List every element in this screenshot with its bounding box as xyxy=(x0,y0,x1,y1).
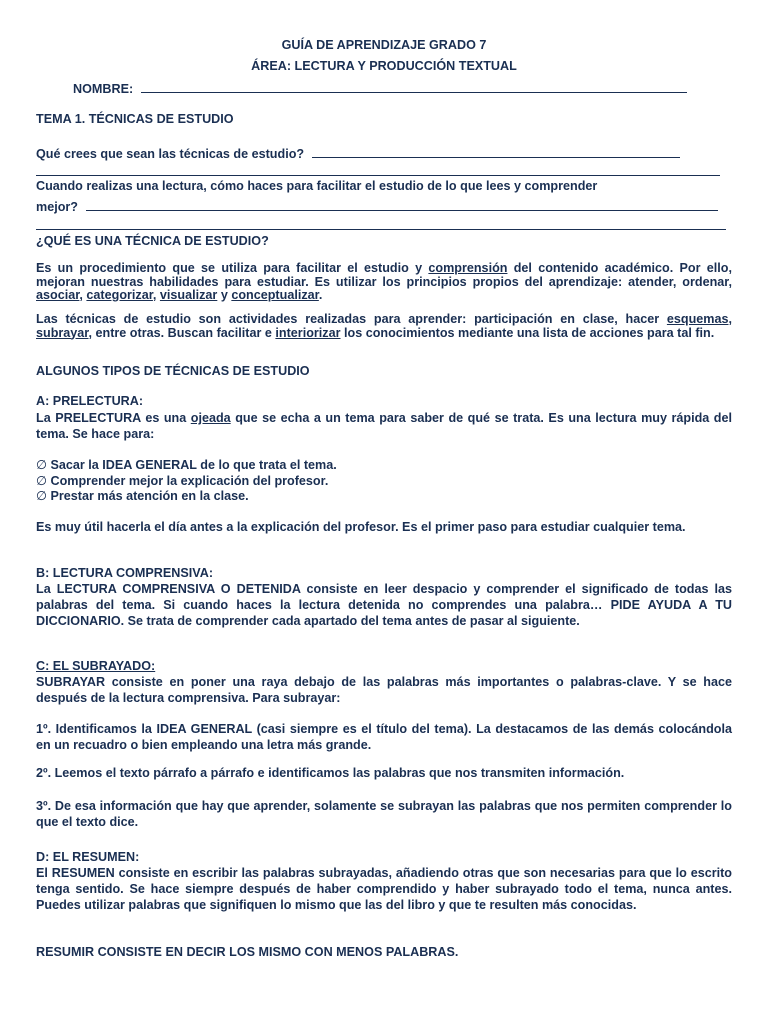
prelectura-bullet-list xyxy=(36,458,732,505)
text-run: , xyxy=(79,288,87,302)
prelectura-heading: A: PRELECTURA: xyxy=(36,394,144,408)
question-1-answer-line[interactable] xyxy=(312,146,680,158)
definition-heading: ¿QUÉ ES UNA TÉCNICA DE ESTUDIO? xyxy=(36,234,269,248)
text-run: que se echa a un tema para saber de qué se trata. Es una lectura muy rápida del tema. Se hace para: xyxy=(36,411,732,441)
link-interiorizar[interactable]: interiorizar xyxy=(275,325,341,340)
topic-title: TEMA 1. TÉCNICAS DE ESTUDIO xyxy=(36,112,234,126)
definition-paragraph-1 xyxy=(36,262,732,303)
answer-line[interactable] xyxy=(36,175,720,176)
types-heading: ALGUNOS TIPOS DE TÉCNICAS DE ESTUDIO xyxy=(36,364,310,378)
name-field-row xyxy=(73,81,713,96)
question-2-text-cont: mejor? xyxy=(36,200,78,214)
subrayado-text: SUBRAYAR consiste en poner una raya debajo de las palabras más importantes o palabras-clave. Y se hace después de la lectura comprensiva. Para subrayar: xyxy=(36,675,732,705)
resumen-heading: D: EL RESUMEN: xyxy=(36,850,140,864)
answer-line[interactable] xyxy=(36,229,726,230)
question-2-answer-line[interactable] xyxy=(86,199,718,211)
bullet-item xyxy=(36,489,732,505)
link-esquemas[interactable]: esquemas xyxy=(666,312,729,326)
text-run: . xyxy=(318,288,323,302)
empty-set-icon: ∅ xyxy=(36,458,47,472)
question-2-text: Cuando realizas una lectura, cómo haces para facilitar el estudio de lo que lees y comprender xyxy=(36,179,598,193)
comprensiva-heading: B: LECTURA COMPRENSIVA: xyxy=(36,566,214,580)
subrayado-step-1: 1º. Identificamos la IDEA GENERAL (casi siempre es el título del tema). La destacamos de las demás colocándola en un recuadro o bien empleando una letra más grande. xyxy=(36,722,732,752)
text-run: y xyxy=(217,288,232,302)
link-asociar[interactable]: asociar xyxy=(36,288,80,302)
bullet-item xyxy=(36,474,732,490)
link-conceptualizar[interactable]: conceptualizar xyxy=(231,288,319,302)
text-run: , xyxy=(728,312,732,326)
question-2 xyxy=(36,179,732,193)
comprensiva-text: La LECTURA COMPRENSIVA O DETENIDA consiste en leer despacio y comprender el significado de todas las palabras del tema. Si cuando haces la lectura detenida no comprendes una palabra… PIDE AYUDA A TU DICCIONARIO. Se trata de comprender cada apartado del tema antes de pasar al siguiente. xyxy=(36,582,732,628)
link-categorizar[interactable]: categorizar xyxy=(86,288,153,302)
name-answer-line[interactable] xyxy=(141,81,687,93)
prelectura-text xyxy=(36,410,732,442)
link-visualizar[interactable]: visualizar xyxy=(159,288,218,302)
text-run: Las técnicas de estudio son actividades realizadas para aprender: participación en clase, hacer xyxy=(36,312,667,326)
bullet-text: Comprender mejor la explicación del profesor. xyxy=(50,473,329,488)
text-run: La PRELECTURA es una xyxy=(36,411,191,425)
prelectura-note: Es muy útil hacerla el día antes a la explicación del profesor. Es el primer paso para estudiar cualquier tema. xyxy=(36,520,686,534)
resumen-final: RESUMIR CONSISTE EN DECIR LOS MISMO CON MENOS PALABRAS. xyxy=(36,945,459,959)
subrayado-step-2: 2º. Leemos el texto párrafo a párrafo e identificamos las palabras que nos transmiten información. xyxy=(36,766,625,780)
link-comprension[interactable]: comprensión xyxy=(428,261,508,275)
text-run: los conocimientos mediante una lista de acciones para tal fin. xyxy=(340,325,715,340)
definition-paragraph-2 xyxy=(36,313,732,340)
empty-set-icon: ∅ xyxy=(36,489,47,503)
area-title: ÁREA: LECTURA Y PRODUCCIÓN TEXTUAL xyxy=(251,59,517,73)
link-ojeada[interactable]: ojeada xyxy=(190,411,231,425)
text-run: , entre otras. Buscan facilitar e xyxy=(88,325,276,340)
link-subrayar[interactable]: subrayar xyxy=(36,325,89,340)
subrayado-step-3: 3º. De esa información que hay que aprender, solamente se subrayan las palabras que nos permiten comprender lo que el texto dice. xyxy=(36,799,732,829)
subrayado-heading: C: EL SUBRAYADO: xyxy=(36,659,156,673)
question-2-cont xyxy=(36,199,732,214)
empty-set-icon: ∅ xyxy=(36,473,47,488)
text-run: Es un procedimiento que se utiliza para facilitar el estudio y xyxy=(36,261,429,275)
resumen-text: El RESUMEN consiste en escribir las palabras subrayadas, añadiendo otras que son necesarias para que lo escrito tenga sentido. Se hace siempre después de haber comprendido y haber subrayado todo el tema, nunca antes. Puedes utilizar palabras que signifiquen lo mismo que las del libro y que te resulten más conocidas. xyxy=(36,866,732,912)
bullet-item xyxy=(36,458,732,474)
text-run: , xyxy=(152,288,160,302)
question-1 xyxy=(36,146,732,161)
question-1-text: Qué crees que sean las técnicas de estudio? xyxy=(36,147,305,161)
bullet-text: Sacar la IDEA GENERAL de lo que trata el tema. xyxy=(50,458,337,472)
name-label: NOMBRE: xyxy=(73,82,134,96)
guide-title: GUÍA DE APRENDIZAJE GRADO 7 xyxy=(281,38,487,52)
text-run: del contenido académico. Por ello, mejoran nuestras habilidades para estudiar. Es utilizar los principios propios del aprendizaje: atender, ordenar, xyxy=(36,261,732,289)
bullet-text: Prestar más atención en la clase. xyxy=(50,489,249,503)
